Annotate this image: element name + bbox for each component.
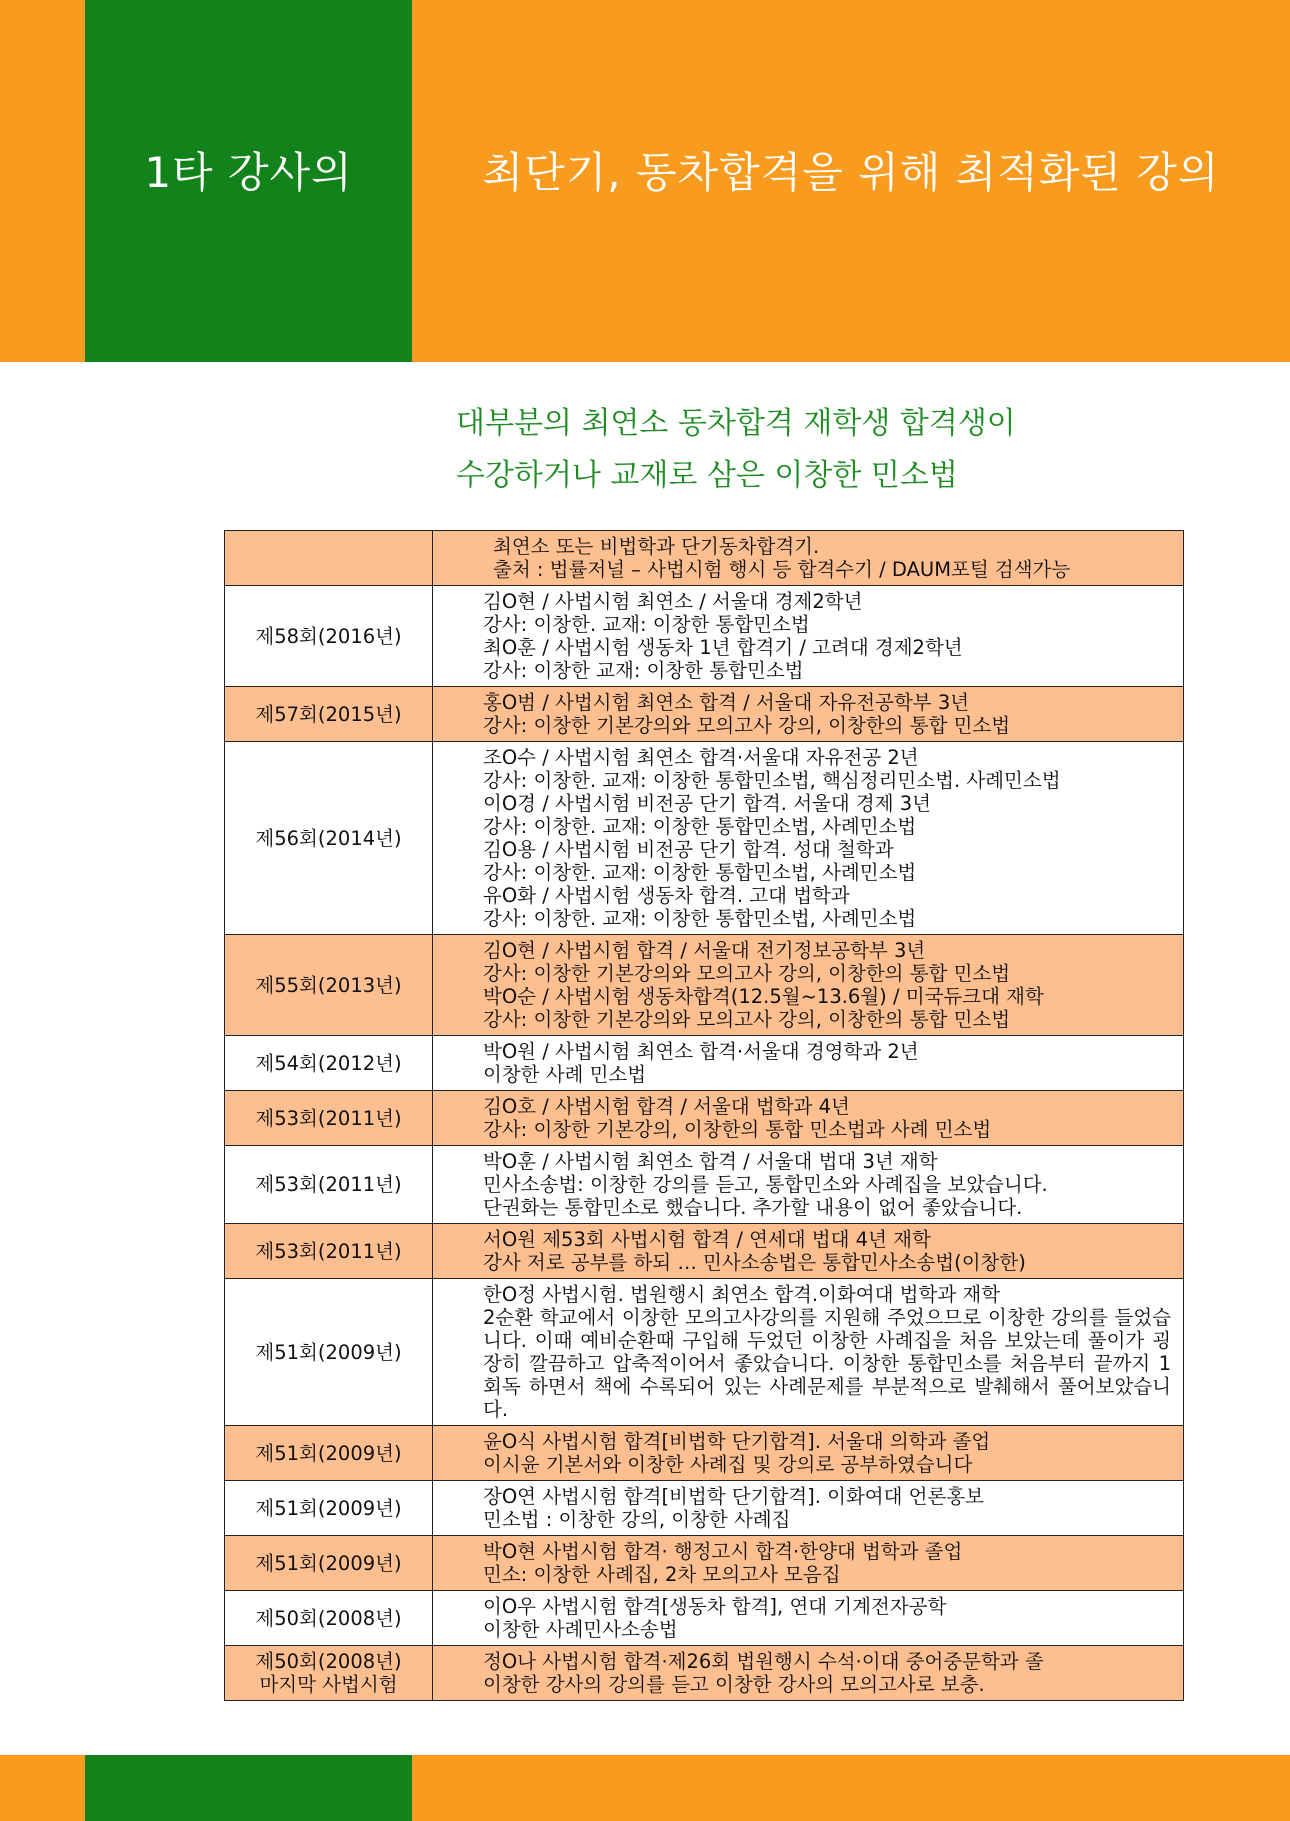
session-label: 제53회(2011년) <box>255 1106 402 1130</box>
session-label: 제54회(2012년) <box>255 1051 402 1075</box>
table-header-empty-cell <box>225 531 433 586</box>
table-row <box>225 1036 1184 1091</box>
session-label-cell <box>225 1091 433 1146</box>
record-line: 강사: 이창한 교재: 이창한 통합민소법 <box>483 659 804 682</box>
record-line: 강사: 이창한. 교재: 이창한 통합민소법, 핵심정리민소법. 사례민소법 <box>483 769 1061 792</box>
session-label: 제53회(2011년) <box>255 1173 402 1196</box>
session-label: 제50회(2008년) <box>255 1606 402 1630</box>
session-label-cell <box>225 1426 433 1481</box>
record-line: 이창한 사례 민소법 <box>483 1063 647 1086</box>
session-label-cell <box>225 935 433 1036</box>
session-label-cell <box>225 586 433 687</box>
session-label: 제53회(2011년) <box>255 1239 402 1263</box>
session-label: 제51회(2009년) <box>255 1496 402 1520</box>
record-details-cell <box>433 1146 1184 1224</box>
record-line: 김O현 / 사법시험 최연소 / 서울대 경제2학년 <box>483 590 863 613</box>
record-line: 홍O범 / 사법시험 최연소 합격 / 서울대 자유전공학부 3년 <box>483 691 970 714</box>
table-row <box>225 1224 1184 1279</box>
record-line: 박O훈 / 사법시험 최연소 합격 / 서울대 법대 3년 재학 <box>483 1150 938 1173</box>
record-line: 박O원 / 사법시험 최연소 합격·서울대 경영학과 2년 <box>483 1040 919 1063</box>
table-row <box>225 1279 1184 1426</box>
session-label-cell <box>225 1224 433 1279</box>
session-label: 제51회(2009년) <box>255 1441 402 1465</box>
table-row <box>225 586 1184 687</box>
records-table <box>224 530 1184 1701</box>
record-line: 강사 저로 공부를 하되 … 민사소송법은 통합민사소송법(이창한) <box>483 1251 1026 1274</box>
record-line: 김O호 / 사법시험 합격 / 서울대 법학과 4년 <box>483 1095 850 1118</box>
record-line: 조O수 / 사법시험 최연소 합격·서울대 자유전공 2년 <box>483 746 919 769</box>
record-line: 민소법 : 이창한 강의, 이창한 사례집 <box>483 1508 791 1531</box>
record-line: 민사소송법: 이창한 강의를 듣고, 통합민소와 사례집을 보았습니다. <box>483 1173 1048 1196</box>
session-label: 제50회(2008년) <box>255 1650 402 1673</box>
record-line: 강사: 이창한 기본강의와 모의고사 강의, 이창한의 통합 민소법 <box>483 714 1011 737</box>
record-line: 장O연 사법시험 합격[비법학 단기합격]. 이화여대 언론홍보 <box>483 1485 985 1508</box>
record-details-cell <box>433 1536 1184 1591</box>
subtitle-line-2: 수강하거나 교재로 삼은 이창한 민소법 <box>456 458 958 493</box>
record-line: 강사: 이창한. 교재: 이창한 통합민소법, 사례민소법 <box>483 861 917 884</box>
record-line: 이시윤 기본서와 이창한 사례집 및 강의로 공부하였습니다 <box>483 1453 973 1476</box>
record-line: 강사: 이창한. 교재: 이창한 통합민소법, 사례민소법 <box>483 907 917 930</box>
table-header-line: 출처 : 법률저널 – 사법시험 행시 등 합격수기 / DAUM포털 검색가능 <box>493 558 1071 581</box>
record-line: 단권화는 통합민소로 했습니다. 추가할 내용이 없어 좋았습니다. <box>483 1196 1023 1219</box>
record-line: 한O정 사법시험. 법원행시 최연소 합격.이화여대 법학과 재학 <box>483 1283 1001 1306</box>
record-details-cell <box>433 742 1184 935</box>
table-row <box>225 1091 1184 1146</box>
table-row <box>225 1481 1184 1536</box>
record-line: 박O순 / 사법시험 생동차합격(12.5월~13.6월) / 미국듀크대 재학 <box>483 985 1044 1008</box>
session-label: 제51회(2009년) <box>255 1340 402 1364</box>
record-details-cell <box>433 1426 1184 1481</box>
table-header-line: 최연소 또는 비법학과 단기동차합격기. <box>493 535 820 558</box>
session-label-cell <box>225 1591 433 1646</box>
header-right-title: 최단기, 동차합격을 위해 최적화된 강의 <box>482 148 1220 197</box>
table-header-row <box>225 531 1184 586</box>
records-body <box>225 586 1184 1701</box>
table-row <box>225 687 1184 742</box>
table-row <box>225 1591 1184 1646</box>
session-label-cell <box>225 1279 433 1426</box>
table-row <box>225 1146 1184 1224</box>
record-line: 강사: 이창한 기본강의와 모의고사 강의, 이창한의 통합 민소법 <box>483 962 1011 985</box>
record-line: 윤O식 사법시험 합격[비법학 단기합격]. 서울대 의학과 졸업 <box>483 1430 991 1453</box>
record-line: 이창한 사례민사소송법 <box>483 1618 678 1641</box>
subtitle <box>456 398 1016 502</box>
record-details-cell <box>433 1591 1184 1646</box>
record-details-cell <box>433 1481 1184 1536</box>
table-row <box>225 1646 1184 1701</box>
session-label-cell <box>225 687 433 742</box>
session-label-cell <box>225 742 433 935</box>
record-line: 이창한 강사의 강의를 듣고 이창한 강사의 모의고사로 보충. <box>483 1673 985 1696</box>
record-details-cell <box>433 1036 1184 1091</box>
record-line: 서O원 제53회 사법시험 합격 / 연세대 법대 4년 재학 <box>483 1228 931 1251</box>
record-line: 강사: 이창한 기본강의와 모의고사 강의, 이창한의 통합 민소법 <box>483 1008 1011 1031</box>
header-left-title: 1타 강사의 <box>144 148 353 197</box>
session-label: 제55회(2013년) <box>255 973 402 997</box>
table-row <box>225 742 1184 935</box>
footer-green-block <box>85 1755 412 1821</box>
record-line: 최O훈 / 사법시험 생동차 1년 합격기 / 고려대 경제2학년 <box>483 636 963 659</box>
record-line: 강사: 이창한. 교재: 이창한 통합민소법, 사례민소법 <box>483 815 917 838</box>
record-details-cell <box>433 935 1184 1036</box>
record-line: 유O화 / 사법시험 생동차 합격. 고대 법학과 <box>483 884 850 907</box>
record-line: 2순환 학교에서 이창한 모의고사강의를 지원해 주었으므로 이창한 강의를 들었습니다. 이때 예비순환때 구입해 두었던 이창한 사례집을 처음 보았는데 풀이가 굉장히 깔끔하고 압축적이어서 좋았습니다. 이창한 통합민소를 처음부터 끝까지 1회독 하면서 책에 수록되어 있는 사례문제를 부분적으로 발췌해서 풀어보았습니다. <box>483 1306 1171 1421</box>
record-line: 김O현 / 사법시험 합격 / 서울대 전기정보공학부 3년 <box>483 939 926 962</box>
record-details-cell <box>433 1279 1184 1426</box>
session-label-cell <box>225 1036 433 1091</box>
record-details-cell <box>433 687 1184 742</box>
table-row <box>225 935 1184 1036</box>
record-details-cell <box>433 586 1184 687</box>
session-label: 제51회(2009년) <box>255 1551 402 1575</box>
session-label-cell <box>225 1481 433 1536</box>
session-sublabel: 마지막 사법시험 <box>259 1673 398 1696</box>
session-label: 제57회(2015년) <box>255 702 402 726</box>
record-line: 정O나 사법시험 합격·제26회 법원행시 수석·이대 중어중문학과 졸 <box>483 1650 1044 1673</box>
record-line: 이O경 / 사법시험 비전공 단기 합격. 서울대 경제 3년 <box>483 792 932 815</box>
record-line: 강사: 이창한. 교재: 이창한 통합민소법 <box>483 613 810 636</box>
record-line: 강사: 이창한 기본강의, 이창한의 통합 민소법과 사례 민소법 <box>483 1118 992 1141</box>
record-line: 이O우 사법시험 합격[생동차 합격], 연대 기계전자공학 <box>483 1595 947 1618</box>
record-line: 박O현 사법시험 합격· 행정고시 합격·한양대 법학과 졸업 <box>483 1540 963 1563</box>
session-label-cell <box>225 1646 433 1701</box>
session-label-cell <box>225 1146 433 1224</box>
record-details-cell <box>433 1224 1184 1279</box>
table-row <box>225 1426 1184 1481</box>
record-line: 민소: 이창한 사례집, 2차 모의고사 모음집 <box>483 1563 841 1586</box>
session-label: 제58회(2016년) <box>255 624 402 648</box>
session-label: 제56회(2014년) <box>255 826 402 850</box>
subtitle-line-1: 대부분의 최연소 동차합격 재학생 합격생이 <box>456 406 1016 441</box>
session-label-cell <box>225 1536 433 1591</box>
record-line: 김O용 / 사법시험 비전공 단기 합격. 성대 철학과 <box>483 838 894 861</box>
record-details-cell <box>433 1091 1184 1146</box>
record-details-cell <box>433 1646 1184 1701</box>
table-header-cell <box>433 531 1184 586</box>
table-row <box>225 1536 1184 1591</box>
